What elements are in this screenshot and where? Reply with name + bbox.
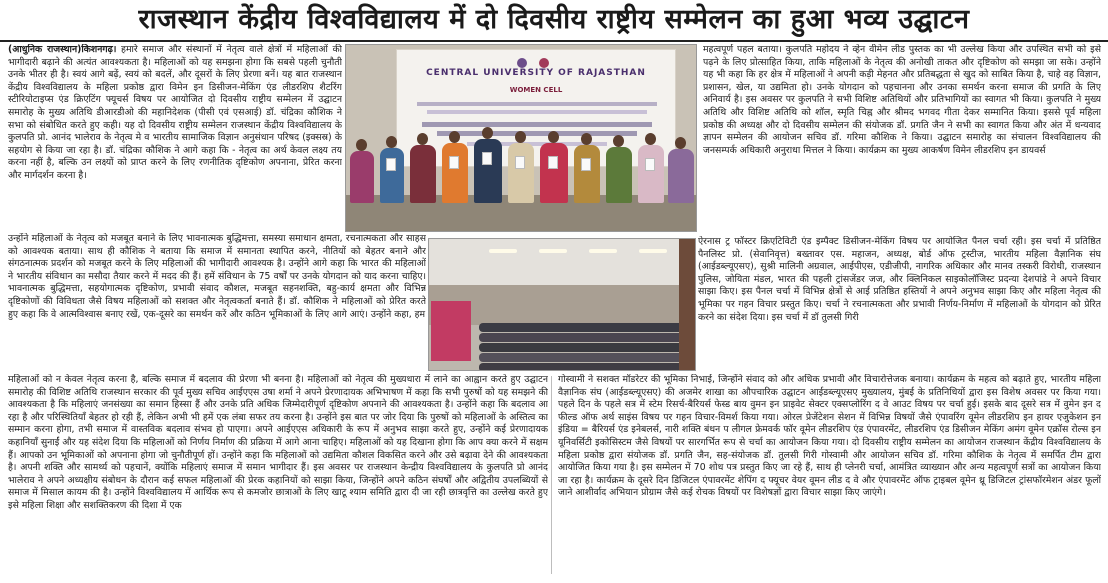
article-text-bottom-left: महिलाओं को न केवल नेतृत्व करना है, बल्कि समाज में बदलाव की प्रेरणा भी बनना है। महिलाओं को नेतृत्व की मुख्यधारा में लाने का आह्वान करते हुए उद्घाटन समारोह की विशिष्ट अतिथि राजस्थान सरकार की पूर्व मुख्य सचिव आईएएस उषा शर्मा ने अपने प्रेरणादायक अभिभाषण में कहा कि सभी पुरुषों को यह समझने की आवश्यकता है कि महिलाएं जनसंख्या का समान हिस्सा हैं और उनके प्रति अधिक जिम्मेदारीपूर्ण दृष्टिकोण अपनाने की आवश्यकता है। उन्होंने कहा कि बदलाव आ रहा है और परिस्थितियाँ बेहतर हो रही हैं, लेकिन अभी भी हमें एक लंबा सफर तय करना है। उन्होंने इस बात पर जोर दिया कि पुरुषों को महिलाओं के अस्तित्व का सम्मान करना होगा, तभी समाज में वास्तविक बदलाव संभव हो पाएगा। अपने आईएएस अधिकारी के रूप में अनुभव साझा करते हुए, उन्होंने कई प्रेरणादायक कहानियाँ सुनाईं और यह संदेश दिया कि महिलाओं को निर्णय निर्माण की प्रक्रिया में आगे आना चाहिए। महिलाओं को यह दिखाना होगा कि आप क्या करने में सक्षम हैं। आपको उन भूमिकाओं को अपनाना होगा जो चुनौतीपूर्ण हों। उन्होंने कहा कि महिलाओं को उद्यमिता कौशल विकसित करने और उसे बढ़ावा देने की आवश्यकता है। अपनी शक्ति और सामर्थ्य को पहचानें, क्योंकि महिलाएं समाज में समान भागीदार हैं। इस अवसर पर राजस्थान केन्द्रीय विश्वविद्यालय के कुलपति प्रो आनंद भालेराव ने अपने अध्यक्षीय संबोधन के दौरान कई सफल महिलाओं की प्रेरक कहानियों को साझा किया, जिन्होंने अपने कठिन संघर्षों और अद्वितीय उपलब्धियों से समाज में मिसाल कायम की है। उन्होंने विश्वविद्यालय में आर्थिक रूप से कमजोर छात्राओं के लिए खाटू श्याम समिति द्वारा दी जा रही छात्रवृत्ति का उल्लेख करते हुए इसे महिला शिक्षा और सशक्तिकरण की दिशा में एक xyxy=(8,374,548,511)
article-column-left-mid xyxy=(8,233,426,371)
headline: राजस्थान केंद्रीय विश्वविद्यालय में दो दिवसीय राष्ट्रीय सम्मेलन का हुआ भव्य उद्घाटन xyxy=(138,4,970,35)
conference-banner xyxy=(396,49,676,167)
article-text-right-top: महत्वपूर्ण पहल बताया। कुलपति महोदय ने व्हेन वीमेन लीड पुस्तक का भी उल्लेख किया और उपस्थित सभी को इसे पढ़ने के लिए प्रोत्साहित किया, ताकि महिलाओं के नेतृत्व की अनोखी ताकत और दृष्टिकोण को समझा जा सके। उन्होंने यह भी कहा कि हर क्षेत्र में महिलाओं ने अपनी कड़ी मेहनत और प्रतिबद्धता से खुद को साबित किया है, चाहे वह विज्ञान, प्रशासन, खेल, या उद्यमिता हो। उनके योगदान को पहचानना और उनका समर्थन करना समाज की प्रगति के लिए अनिवार्य है। इस अवसर पर कुलपति ने सभी विशिष्ट अतिथियों और प्रतिभागियों का स्वागत भी किया। कुलपति ने मुख्य अतिथि और विशिष्ट अतिथि को शॉल, स्मृति चिह्न और श्रीमद भगवद गीता देकर सम्मानित किया। इससे पूर्व महिला प्रकोष्ठ की अध्यक्ष और दो दिवसीय सम्मेलन की संयोजक डॉ. प्रगति जैन ने सभी का स्वागत किया और अंत में धन्यवाद ज्ञापन सम्मेलन की आयोजन सचिव डॉ. गरिमा कौशिक ने किया। उद्घाटन समारोह का संचालन विश्वविद्यालय की जनसम्पर्क अधिकारी अनुराधा मित्तल ने किया। कार्यक्रम का मुख्य आकर्षण विमेन लीडरशिप इन डायवर्स xyxy=(703,44,1101,156)
banner-university: CENTRAL UNIVERSITY OF RAJASTHAN xyxy=(426,68,646,78)
article-column-right-mid xyxy=(698,236,1101,370)
logo-icon xyxy=(517,58,527,68)
logo-icon xyxy=(539,58,549,68)
article-text-left-mid: उन्होंने महिलाओं के नेतृत्व को मजबूत बनाने के लिए भावनात्मक बुद्धिमत्ता, समस्या समाधान क्षमता, रचनात्मकता और साहस को आवश्यक बताया। साथ ही कौशिक ने बताया कि समाज में समानता स्थापित करने, नीतियों को बेहतर बनाने और संगठनात्मक प्रदर्शन को मजबूत करने के लिए महिलाओं की भागीदारी आवश्यक है। उन्होंने आगे कहा कि भारत की महिलाओं ने भारतीय संविधान का मसौदा तैयार करने में मदद की हैं। हमें संविधान के 75 वर्षों पर उनके योगदान को याद करना चाहिए। भावनात्मक बुद्धिमत्ता, सहयोगात्मक दृष्टिकोण, प्रभावी संवाद कौशल, मजबूत सहनशक्ति, बहु-कार्य क्षमता और विभिन्न दृष्टिकोणों की विविधता जैसे विषय महिलाओं को सशक्त और नेतृत्वकर्ता बनाते हैं। डॉ. कौशिक ने महिलाओं को प्रेरित करते हुए कहा कि वे आत्मविश्वास बनाए रखें, एक-दूसरे का समर्थन करें और कठिन भूमिकाओं के लिए आगे आएं। उन्होंने कहा, हम xyxy=(8,233,426,320)
article-text-right-mid: ऐरनास ट्र फॉस्टर क्रिएटिविटी एंड इम्पैक्ट डिसीजन-मेकिंग विषय पर आयोजित पैनल चर्चा रही। इस चर्चा में प्रतिष्ठित पैनलिस्ट प्रो. (सेवानिवृत्त) बख्तावर एस. महाजन, अध्यक्ष, बोर्ड ऑफ ट्रस्टीज, भारतीय महिला वैज्ञानिक संघ (आईडब्ल्यूएसए), सुश्री मालिनी अग्रवाल, आईपीएस, एडीजीपी, नागरिक अधिकार और मानव तस्करी विरोधी, राजस्थान पुलिस, जोयिता मंडल, भारत की पहली ट्रांसजेंडर जज, और क्लिनिकल साइकोलॉजिस्ट प्रदन्या देशपांडे ने अपने विचार साझा किए। इस पैनल चर्चा में विभिन्न क्षेत्रों से आई प्रतिष्ठित हस्तियों ने अपने अनुभव साझा किए और महिला नेतृत्व की भूमिका पर गहन विचार प्रस्तुत किए। चर्चा ने रचनात्मकता और प्रभावी निर्णय-निर्माण में महिलाओं के योगदान को प्रेरित करने का संदेश दिया। इस चर्चा में डॉ तुलसी गिरी xyxy=(698,236,1101,323)
column-divider xyxy=(551,376,552,574)
headline-rule xyxy=(0,40,1108,42)
audience-photo xyxy=(428,238,696,371)
article-column-bottom-left xyxy=(8,374,548,574)
article-column-left-top xyxy=(8,44,342,231)
article-column-bottom-right xyxy=(558,374,1101,574)
stage-screen xyxy=(431,301,471,361)
article-text-bottom-right: गोस्वामी ने सशक्त मॉडरेटर की भूमिका निभाई, जिन्होंने संवाद को और अधिक प्रभावी और विचारोत्तेजक बनाया। कार्यक्रम के महत्व को बढ़ाते हुए, भारतीय महिला वैज्ञानिक संघ (आईडब्ल्यूएसए) की अजमेर शाखा का औपचारिक उद्घाटन आईडब्ल्यूएसए मुख्यालय, मुंबई के प्रतिनिधियों द्वारा इस विशेष अवसर पर किया गया। पहले दिन के पहले सत्र में स्टेम रिसर्च-बैरियर्स फेस्ड बाय वुमन इन प्राइवेट सेक्टर एक्सप्लोरिंग द वे आउट विषय पर चर्चा हुई। इसके बाद दूसरे सत्र में वुमेन इन द फील्ड ऑफ अर्थ साइंस विषय पर गहन विचार-विमर्श किया गया। ओरल प्रेजेंटेशन सेशन में विभिन्न विषयों जैसे एंपावरिंग वूमेन लीडरशिप इन हायर एजुकेशन इन इंडिया = बैरियर्स एंड इनेबलर्स, नारी शक्ति बंधन प लीगल फ्रेमवर्क फॉर वूमेन लीडरशिप एंड एंपावरमेंट, लीडरशिप एंड डिसीजन मेकिंग अमंग वूमेन एक्रॉस रोल्स इन यूनिवर्सिटी इकोसिस्टम जैसे विषयों पर सारगर्भित रूप से चर्चा का आयोजन किया गया। दो दिवसीय राष्ट्रीय सम्मेलन का आयोजन राजस्थान केंद्रीय विश्वविद्यालय के महिला प्रकोष्ठ द्वारा संयोजक डॉ. प्रगति जैन, सह-संयोजक डॉ. तुलसी गिरी गोस्वामी और आयोजन सचिव डॉ. गरिमा कौशिक के नेतृत्व में समर्पित टीम द्वारा आयोजित किया गया है। इस सम्मेलन में 70 शोध पत्र प्रस्तुत किए जा रहे हैं, साथ ही प्लेनरी चर्चा, आमंत्रित व्याख्यान और अन्य महत्वपूर्ण सत्रों का आयोजन किया जा रहा है। कार्यक्रम के दूसरे दिन डिजिटल एंपावरमेंट शेपिंग द फ्यूचर वेयर वूमन लीड द वे और एंपावरमेंट ऑफ ट्राइबल वूमेन थ्रू डिजिटल ट्रांसफॉरमेशन अंडर फूलों जाने आशीर्वाद अभियान प्रोग्राम जैसे कई रोचक विषयों पर विशेषज्ञों द्वारा विचार साझा किए जाएंगे। xyxy=(558,374,1101,499)
banner-cell: WOMEN CELL xyxy=(509,86,563,94)
inauguration-photo xyxy=(345,44,697,232)
article-text-left-top: हमारे समाज और संस्थानों में नेतृत्व वाले क्षेत्रों में महिलाओं की भागीदारी बढ़ाने की अत्यंत आवश्यकता है। महिलाओं को यह समझना होगा कि सबसे पहली चुनौती उनके भीतर ही है। स्वयं आगे बढ़ें, स्वयं को बदलें, और दूसरों के लिए प्रेरणा बनें। यह बात राजस्थान केंद्रीय विश्वविद्यालय के महिला प्रकोष्ठ द्वारा विमेन इन डिसीजन-मेकिंग एंड लीडरशिप शैटरिंग स्टीरियोटाइप्स एंड क्रिएटिंग फ्यूचर्स विषय पर आयोजित दो दिवसीय राष्ट्रीय सम्मेलन में उद्घाटन समारोह के मुख्य अतिथि डीआरडीओ की महानिदेशक (पीसी एवं एसआई) डॉ. चंद्रिका कौशिक ने सभा को संबोधित करते हुए कही। यह दो दिवसीय राष्ट्रीय सम्मेलन राजस्थान केंद्रीय विश्वविद्यालय के कुलपति प्रो. आनंद भालेराव के नेतृत्व मे व भारतीय सामाजिक विज्ञान अनुसंधान परिषद (इक्सस्र) के सहयोग से किया जा रहा है। डॉ. चंद्रिका कौशिक ने आगे कहा कि - नेतृत्व का अर्थ केवल लक्ष्य तय करना नहीं है, बल्कि उन लक्ष्यों को प्राप्त करने के लिए रणनीतिक दृष्टिकोण अपनाना, प्रेरित करना और मार्गदर्शन करना है। xyxy=(8,44,342,181)
dateline: (आधुनिक राजस्थान)किशनगढ़। xyxy=(8,44,117,55)
article-column-right-top xyxy=(703,44,1101,234)
